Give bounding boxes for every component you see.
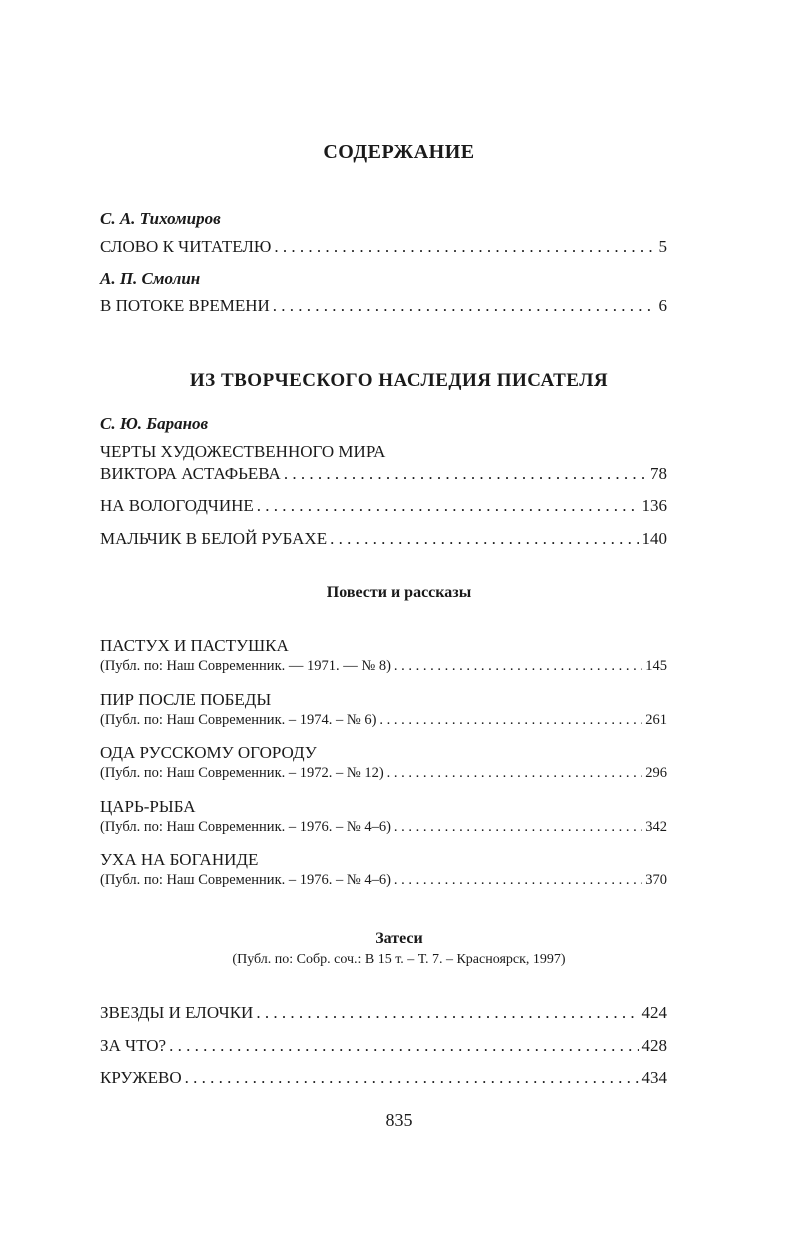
entry-page: 261 [645,712,667,728]
section-subheading: (Публ. по: Собр. соч.: В 15 т. – Т. 7. – Красноярск, 1997) [232,952,566,967]
entry-page: 342 [645,819,667,835]
entry-title: НА ВОЛОГОДЧИНЕ [100,496,254,515]
toc-entry[interactable] [100,496,667,516]
entry-title-line: ПИР ПОСЛЕ ПОБЕДЫ [100,690,272,709]
entry-page: 140 [641,529,667,548]
toc-entry[interactable] [100,872,667,889]
toc-entry[interactable] [100,464,667,484]
entry-title: В ПОТОКЕ ВРЕМЕНИ [100,296,270,315]
toc-entry[interactable] [100,237,667,257]
page-title: СОДЕРЖАНИЕ [323,141,475,163]
toc-entry[interactable] [100,529,667,549]
entry-title-line: ЧЕРТЫ ХУДОЖЕСТВЕННОГО МИРА [100,442,386,461]
dot-leader [394,872,642,889]
toc-entry[interactable] [100,712,667,729]
author-name: С. Ю. Баранов [100,414,209,433]
entry-page: 145 [645,658,667,674]
entry-title: ВИКТОРА АСТАФЬЕВА [100,464,281,483]
dot-leader [185,1068,639,1088]
entry-title: ЗВЕЗДЫ И ЕЛОЧКИ [100,1003,254,1022]
dot-leader [273,296,656,316]
toc-entry[interactable] [100,1036,667,1056]
entry-page: 370 [645,872,667,888]
entry-source: (Публ. по: Наш Современник. – 1974. – № 6) [100,712,377,728]
entry-title: ЗА ЧТО? [100,1036,167,1055]
dot-leader [394,658,642,675]
toc-entry[interactable] [100,765,667,782]
entry-source: (Публ. по: Наш Современник. – 1972. – № 12) [100,765,384,781]
entry-page: 78 [650,464,667,483]
toc-entry[interactable] [100,819,667,836]
section-heading: Затеси [375,930,423,947]
entry-title-line: ПАСТУХ И ПАСТУШКА [100,636,289,655]
section-heading: Повести и рассказы [326,584,472,601]
entry-page: 6 [658,296,667,315]
entry-page: 434 [641,1068,667,1087]
author-name: С. А. Тихомиров [100,209,221,228]
entry-page: 5 [658,237,667,256]
toc-entry[interactable] [100,296,667,316]
entry-page: 428 [641,1036,667,1055]
entry-page: 136 [641,496,667,515]
section-heading: ИЗ ТВОРЧЕСКОГО НАСЛЕДИЯ ПИСАТЕЛЯ [189,370,609,391]
entry-title-line: ЦАРЬ-РЫБА [100,797,196,816]
dot-leader [394,819,642,836]
entry-title: МАЛЬЧИК В БЕЛОЙ РУБАХЕ [100,529,328,548]
dot-leader [330,529,638,549]
dot-leader [256,1003,638,1023]
dot-leader [387,765,643,782]
dot-leader [257,496,639,516]
dot-leader [274,237,655,257]
author-name: А. П. Смолин [100,269,201,288]
entry-source: (Публ. по: Наш Современник. – 1976. – № 4–6) [100,819,391,835]
entry-title-line: УХА НА БОГАНИДЕ [100,850,259,869]
toc-entry[interactable] [100,1003,667,1023]
toc-entry[interactable] [100,658,667,675]
entry-title: СЛОВО К ЧИТАТЕЛЮ [100,237,272,256]
dot-leader [284,464,647,484]
entry-page: 296 [645,765,667,781]
toc-entry[interactable] [100,1068,667,1088]
entry-source: (Публ. по: Наш Современник. — 1971. — № 8) [100,658,391,674]
entry-title: КРУЖЕВО [100,1068,182,1087]
entry-page: 424 [641,1003,667,1022]
entry-title-line: ОДА РУССКОМУ ОГОРОДУ [100,743,317,762]
page-number: 835 [385,1110,413,1130]
dot-leader [169,1036,638,1056]
entry-source: (Публ. по: Наш Современник. – 1976. – № 4–6) [100,872,391,888]
dot-leader [379,712,642,729]
